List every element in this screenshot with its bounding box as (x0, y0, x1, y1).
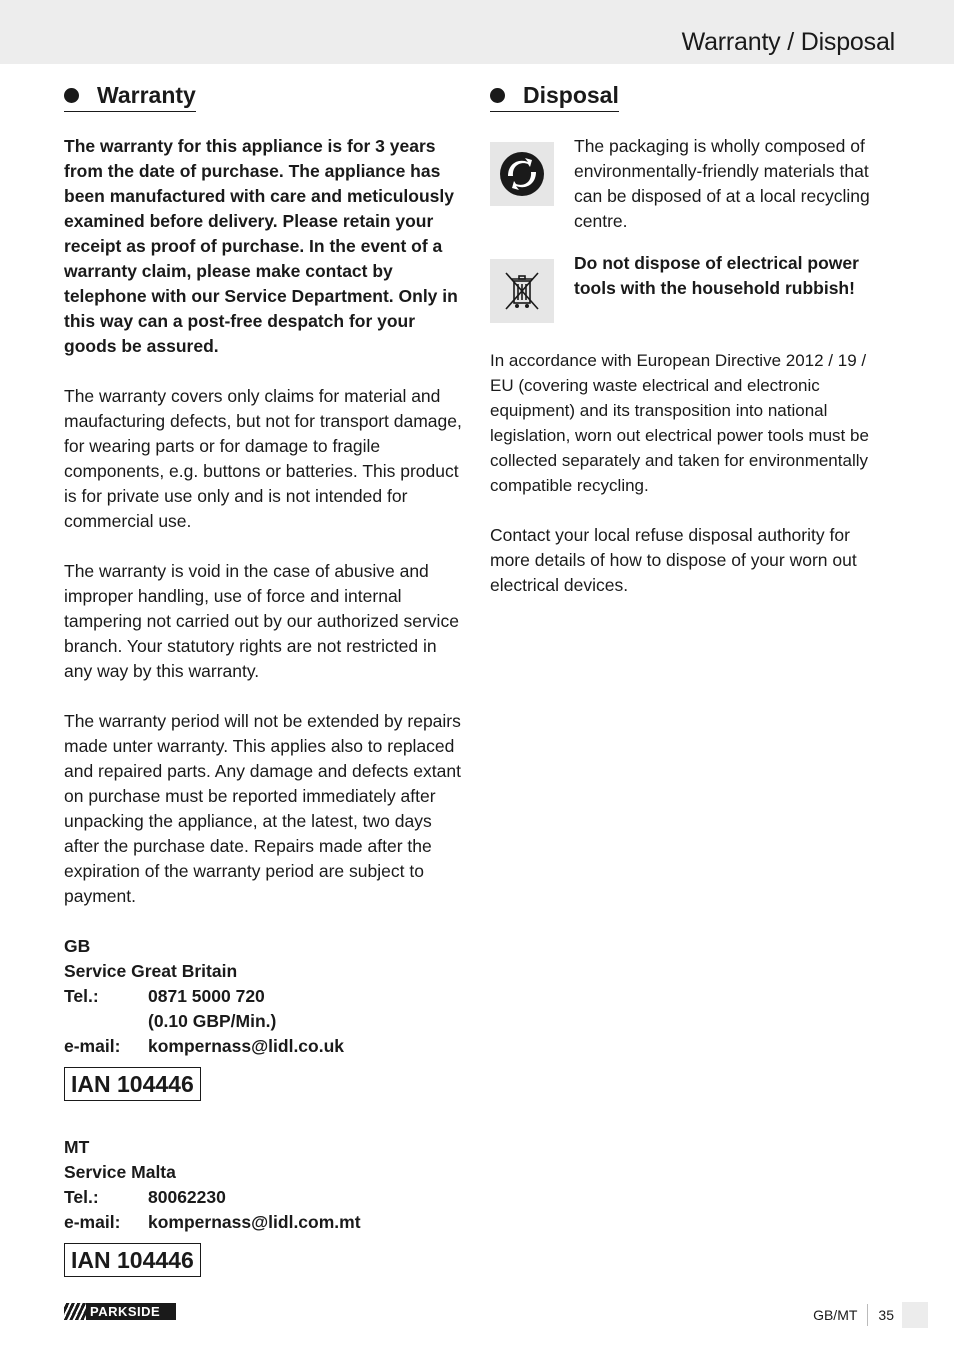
warranty-heading (64, 82, 196, 112)
warranty-heading-text: Warranty (97, 82, 196, 108)
warranty-intro: The warranty for this appliance is for 3 years from the date of purchase. The appliance has been manufactured with care and meticulously examined before delivery. Please retain your receipt as proof of purchase. In the event of a warranty claim, please make contact by telephone with our Service Department. Only in this way can a post-free despatch for your goods be assured. (64, 136, 458, 356)
green-dot-recycling-icon (490, 142, 554, 206)
tel-label: Tel.: (64, 986, 99, 1006)
ian-box-mt: IAN 104446 (64, 1243, 201, 1277)
disposal-paragraph-2: Contact your local refuse disposal authority for more details of how to dispose of your worn out electrical devices. (490, 525, 857, 595)
service-gb-rate-row (64, 1009, 464, 1034)
ian-box-gb: IAN 104446 (64, 1067, 201, 1101)
parkside-logo (64, 1303, 176, 1320)
service-gb-name: Service Great Britain (64, 961, 238, 981)
service-mt-name: Service Malta (64, 1162, 176, 1182)
service-mt-email-row (64, 1210, 464, 1235)
email-label: e-mail: (64, 1212, 121, 1232)
footer-page-number: 35 (878, 1307, 894, 1323)
warranty-paragraph-1: The warranty covers only claims for material and maufacturing defects, but not for transport damage, for wearing parts or for damage to fragile components, e.g. buttons or batteries. This product is for private use only and is not intended for commercial use. (64, 386, 462, 531)
service-mt-tel: 80062230 (148, 1187, 226, 1207)
footer-page-info (813, 1302, 928, 1328)
service-mt (64, 1135, 464, 1277)
warranty-column (64, 82, 464, 1277)
disposal-column (490, 82, 890, 598)
bullet-icon (490, 88, 505, 103)
service-gb-country: GB (64, 936, 91, 956)
service-gb (64, 934, 464, 1101)
service-gb-tel: 0871 5000 720 (148, 986, 265, 1006)
service-gb-rate: (0.10 GBP/Min.) (148, 1011, 277, 1031)
service-gb-email-row (64, 1034, 464, 1059)
warranty-paragraph-3: The warranty period will not be extended by repairs made unter warranty. This applies also to replaced and repaired parts. Any damage and defects extant on purchase must be reported immediately after unpacking the appliance, at the latest, two days after the purchase date. Repairs made after the expiration of the warranty period are subject to payment. (64, 711, 461, 906)
email-label: e-mail: (64, 1036, 121, 1056)
service-gb-email: kompernass@lidl.co.uk (148, 1036, 345, 1056)
service-mt-country: MT (64, 1137, 90, 1157)
service-mt-email: kompernass@lidl.com.mt (148, 1212, 361, 1232)
logo-stripes-icon (64, 1303, 86, 1320)
crossed-out-bin-icon (490, 259, 554, 323)
service-gb-tel-row (64, 984, 464, 1009)
logo-brand-text: PARKSIDE (90, 1304, 161, 1319)
footer-tab (902, 1302, 928, 1328)
weee-row (490, 253, 890, 323)
weee-warning-text: Do not dispose of electrical power tools with the household rubbish! (574, 253, 859, 298)
packaging-text: The packaging is wholly composed of environmentally-friendly materials that can be disposed of at a local recycling centre. (574, 136, 870, 231)
page-title: Warranty / Disposal (681, 28, 895, 56)
service-mt-tel-row (64, 1185, 464, 1210)
disposal-heading (490, 82, 619, 112)
footer-language-code: GB/MT (813, 1304, 868, 1326)
packaging-row (490, 136, 890, 234)
bullet-icon (64, 88, 79, 103)
tel-label: Tel.: (64, 1187, 99, 1207)
disposal-heading-text: Disposal (523, 82, 619, 108)
warranty-paragraph-2: The warranty is void in the case of abusive and improper handling, use of force and internal tampering not carried out by our authorized service branch. Your statutory rights are not restricted in any way by this warranty. (64, 561, 459, 681)
disposal-paragraph-1: In accordance with European Directive 2012 / 19 / EU (covering waste electrical and electronic equipment) and its transposition into national legislation, worn out electrical power tools must be collected separately and taken for environmentally compatible recycling. (490, 351, 869, 495)
